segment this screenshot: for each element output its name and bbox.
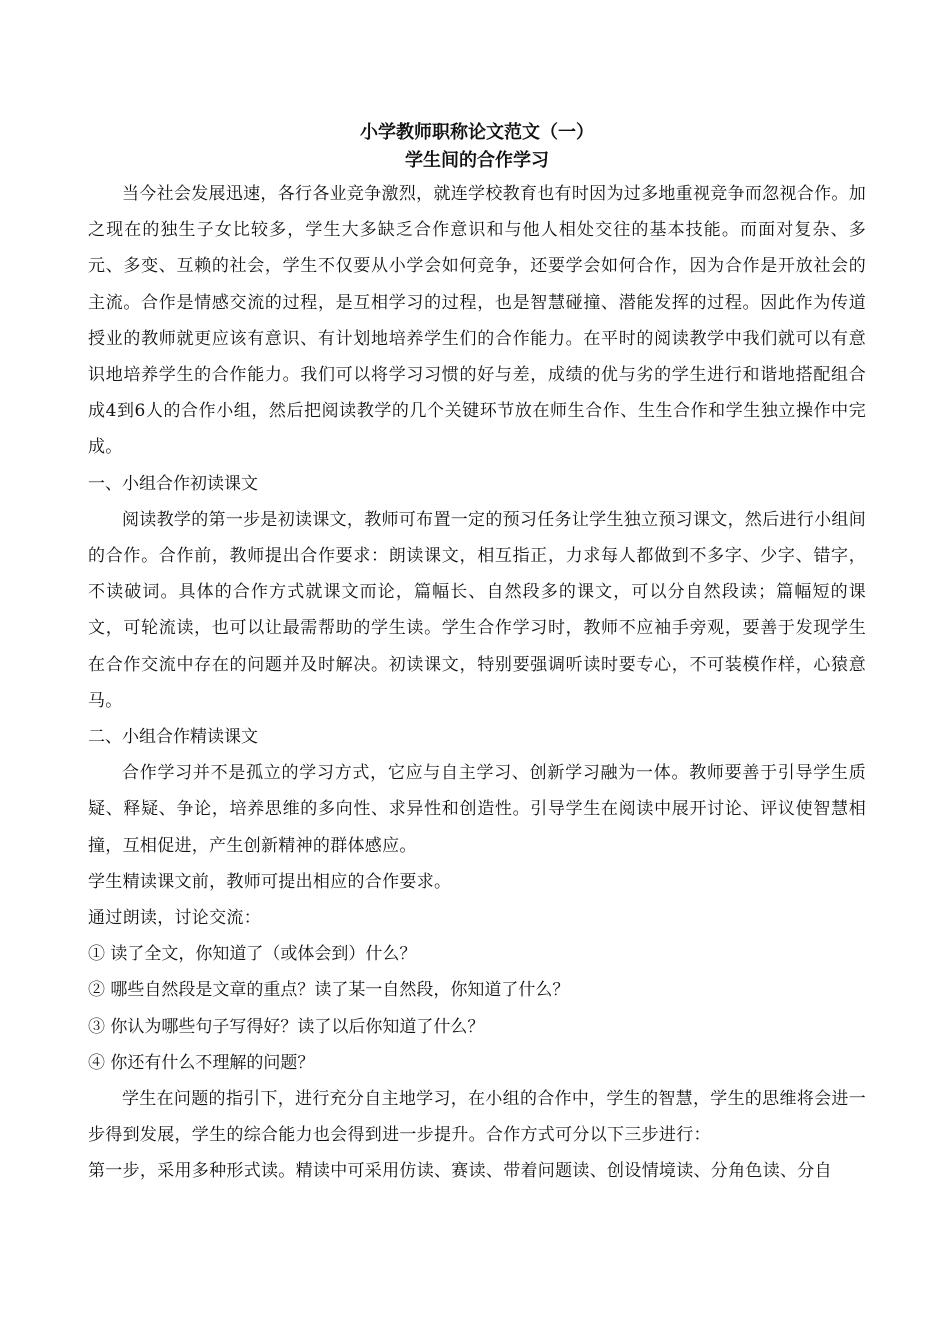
step1-line: 第一步，采用多种形式读。精读中可采用仿读、赛读、带着问题读、创设情境读、分角色读、分自 [88, 1161, 832, 1182]
section2-line2: 通过朗读，讨论交流： [88, 908, 261, 929]
intro-paragraph: 当今社会发展迅速，各行各业竞争激烈，就连学校教育也有时因为过多地重视竞争而忽视合作。加之现在的独生子女比较多，学生大多缺乏合作意识和与他人相处交往的基本技能。而面对复杂、多元、多变、互赖的社会，学生不仅要从小学会如何竞争，还要学会如何合作，因为合作是开放社会的主流。合作是情感交流的过程，是互相学习的过程，也是智慧碰撞、潜能发挥的过程。因此作为传道授业的教师就更应该有意识、有计划地培养学生们的合作能力。在平时的阅读教学中我们就可以有意识地培养学生的合作能力。我们可以将学习习惯的好与差，成绩的优与劣的学生进行和谐地搭配组合成4到6人的合作小组，然后把阅读教学的几个关键环节放在师生合作、生生合作和学生独立操作中完成。 [88, 184, 866, 458]
question-item-3: ③ 你认为哪些句子写得好？读了以后你知道了什么？ [88, 1016, 485, 1037]
section2-paragraph: 合作学习并不是孤立的学习方式，它应与自主学习、创新学习融为一体。教师要善于引导学生质疑、释疑、争论，培养思维的多向性、求异性和创造性。引导学生在阅读中展开讨论、评议使智慧相撞，互相促进，产生创新精神的群体感应。 [88, 763, 866, 856]
question-item-4: ④ 你还有什么不理解的问题？ [88, 1052, 315, 1073]
section2-paragraph-2: 学生在问题的指引下，进行充分自主地学习，在小组的合作中，学生的智慧，学生的思维将会进一步得到发展，学生的综合能力也会得到进一步提升。合作方式可分以下三步进行： [88, 1089, 866, 1146]
section1-heading: 一、小组合作初读课文 [88, 473, 258, 494]
question-item-2: ② 哪些自然段是文章的重点？读了某一自然段，你知道了什么？ [88, 980, 570, 1001]
document-title: 小学教师职称论文范文（一） [360, 122, 594, 143]
section1-paragraph: 阅读教学的第一步是初读课文，教师可布置一定的预习任务让学生独立预习课文，然后进行小组间的合作。合作前，教师提出合作要求：朗读课文，相互指正，力求每人都做到不多字、少字、错字，不读破词。具体的合作方式就课文而论，篇幅长、自然段多的课文，可以分自然段读；篇幅短的课文，可轮流读，也可以让最需帮助的学生读。学生合作学习时，教师不应袖手旁观，要善于发现学生在合作交流中存在的问题并及时解决。初读课文，特别要强调听读时要专心，不可装模作样，心猿意马。 [88, 509, 866, 711]
section2-line1: 学生精读课文前，教师可提出相应的合作要求。 [88, 871, 452, 892]
section2-heading: 二、小组合作精读课文 [88, 727, 258, 748]
document-subtitle: 学生间的合作学习 [405, 150, 549, 171]
document-body [88, 120, 866, 1190]
question-item-1: ① 读了全文，你知道了（或体会到）什么？ [88, 944, 417, 965]
